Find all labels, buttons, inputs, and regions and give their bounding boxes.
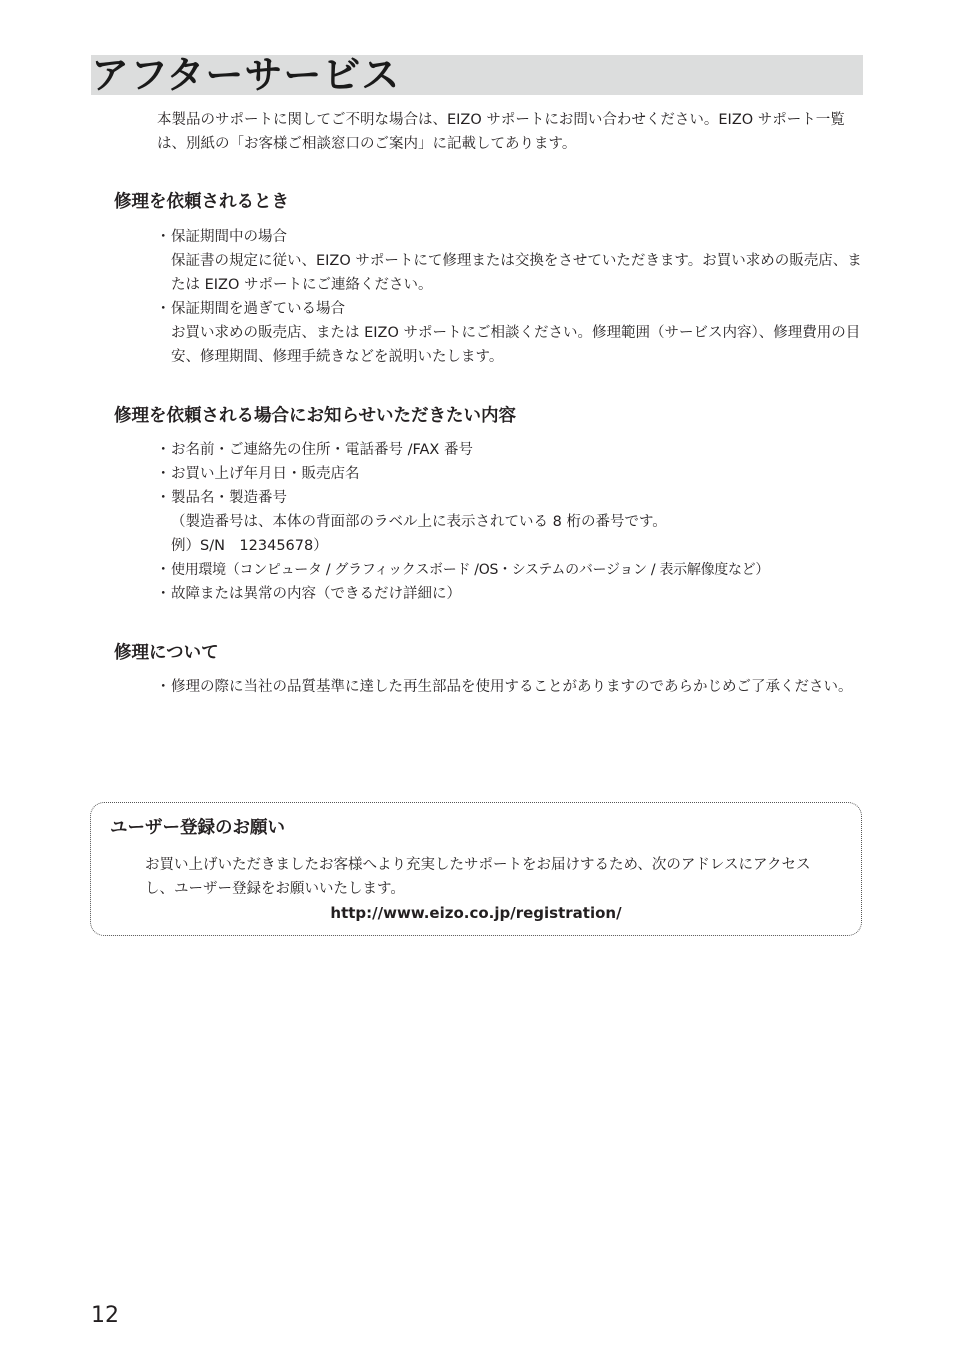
repair-request-list bbox=[156, 225, 864, 369]
list-item-title: お買い上げ年月日・販売店名 bbox=[171, 466, 360, 482]
serial-number-note: （製造番号は、本体の背面部のラベル上に表示されている 8 桁の番号です。 bbox=[171, 514, 667, 530]
list-item-title: 保証期間を過ぎている場合 bbox=[171, 301, 345, 317]
list-item bbox=[156, 558, 864, 582]
bullet-icon: ・ bbox=[156, 562, 171, 578]
about-repair-list bbox=[156, 675, 864, 699]
list-item bbox=[156, 225, 864, 297]
bullet-icon: ・ bbox=[156, 442, 171, 458]
list-item-title: 使用環境（コンピュータ / グラフィックスボード /OS・システムのバージョン / 表示解像度など） bbox=[171, 562, 770, 578]
page-title-bar bbox=[91, 55, 863, 95]
list-item-title: 修理の際に当社の品質基準に達した再生部品を使用することがありますのであらかじめご了承ください。 bbox=[171, 679, 853, 695]
registration-heading: ユーザー登録のお願い bbox=[110, 818, 285, 838]
section-heading-about-repair: 修理について bbox=[114, 643, 219, 663]
list-item-title: 保証期間中の場合 bbox=[171, 229, 287, 245]
registration-text: お買い上げいただきましたお客様へより充実したサポートをお届けするため、次のアドレスにアクセスし、ユーザー登録をお願いいたします。 bbox=[145, 857, 811, 897]
list-item bbox=[156, 297, 864, 369]
section-heading-repair-request: 修理を依頼されるとき bbox=[114, 192, 289, 212]
list-item bbox=[156, 486, 864, 558]
bullet-icon: ・ bbox=[156, 466, 171, 482]
intro-text: 本製品のサポートに関してご不明な場合は、EIZO サポートにお問い合わせください。EIZO サポート一覧は、別紙の「お客様ご相談窓口のご案内」に記載してあります。 bbox=[157, 112, 845, 152]
list-item-detail: お買い求めの販売店、または EIZO サポートにご相談ください。修理範囲（サービス内容）、修理費用の目安、修理期間、修理手続きなどを説明いたします。 bbox=[171, 325, 861, 365]
list-item-title: お名前・ご連絡先の住所・電話番号 /FAX 番号 bbox=[171, 442, 473, 458]
info-needed-list bbox=[156, 438, 864, 606]
list-item bbox=[156, 582, 864, 606]
bullet-icon: ・ bbox=[156, 301, 171, 317]
bullet-icon: ・ bbox=[156, 229, 171, 245]
list-item bbox=[156, 462, 864, 486]
serial-number-example: 例）S/N 12345678） bbox=[171, 538, 328, 554]
bullet-icon: ・ bbox=[156, 679, 171, 695]
bullet-icon: ・ bbox=[156, 586, 171, 602]
list-item bbox=[156, 675, 864, 699]
page-number: 12 bbox=[91, 1303, 119, 1328]
list-item-title: 故障または異常の内容（できるだけ詳細に） bbox=[171, 586, 461, 602]
list-item-detail: 保証書の規定に従い、EIZO サポートにて修理または交換をさせていただきます。お買い求めの販売店、または EIZO サポートにご連絡ください。 bbox=[171, 253, 862, 293]
registration-url-link[interactable]: http://www.eizo.co.jp/registration/ bbox=[330, 904, 622, 922]
list-item bbox=[156, 438, 864, 462]
list-item-title: 製品名・製造番号 bbox=[171, 490, 287, 506]
page-title: アフターサービス bbox=[91, 53, 401, 97]
bullet-icon: ・ bbox=[156, 490, 171, 506]
section-heading-info-needed: 修理を依頼される場合にお知らせいただきたい内容 bbox=[114, 406, 516, 426]
user-registration-box bbox=[90, 802, 862, 936]
